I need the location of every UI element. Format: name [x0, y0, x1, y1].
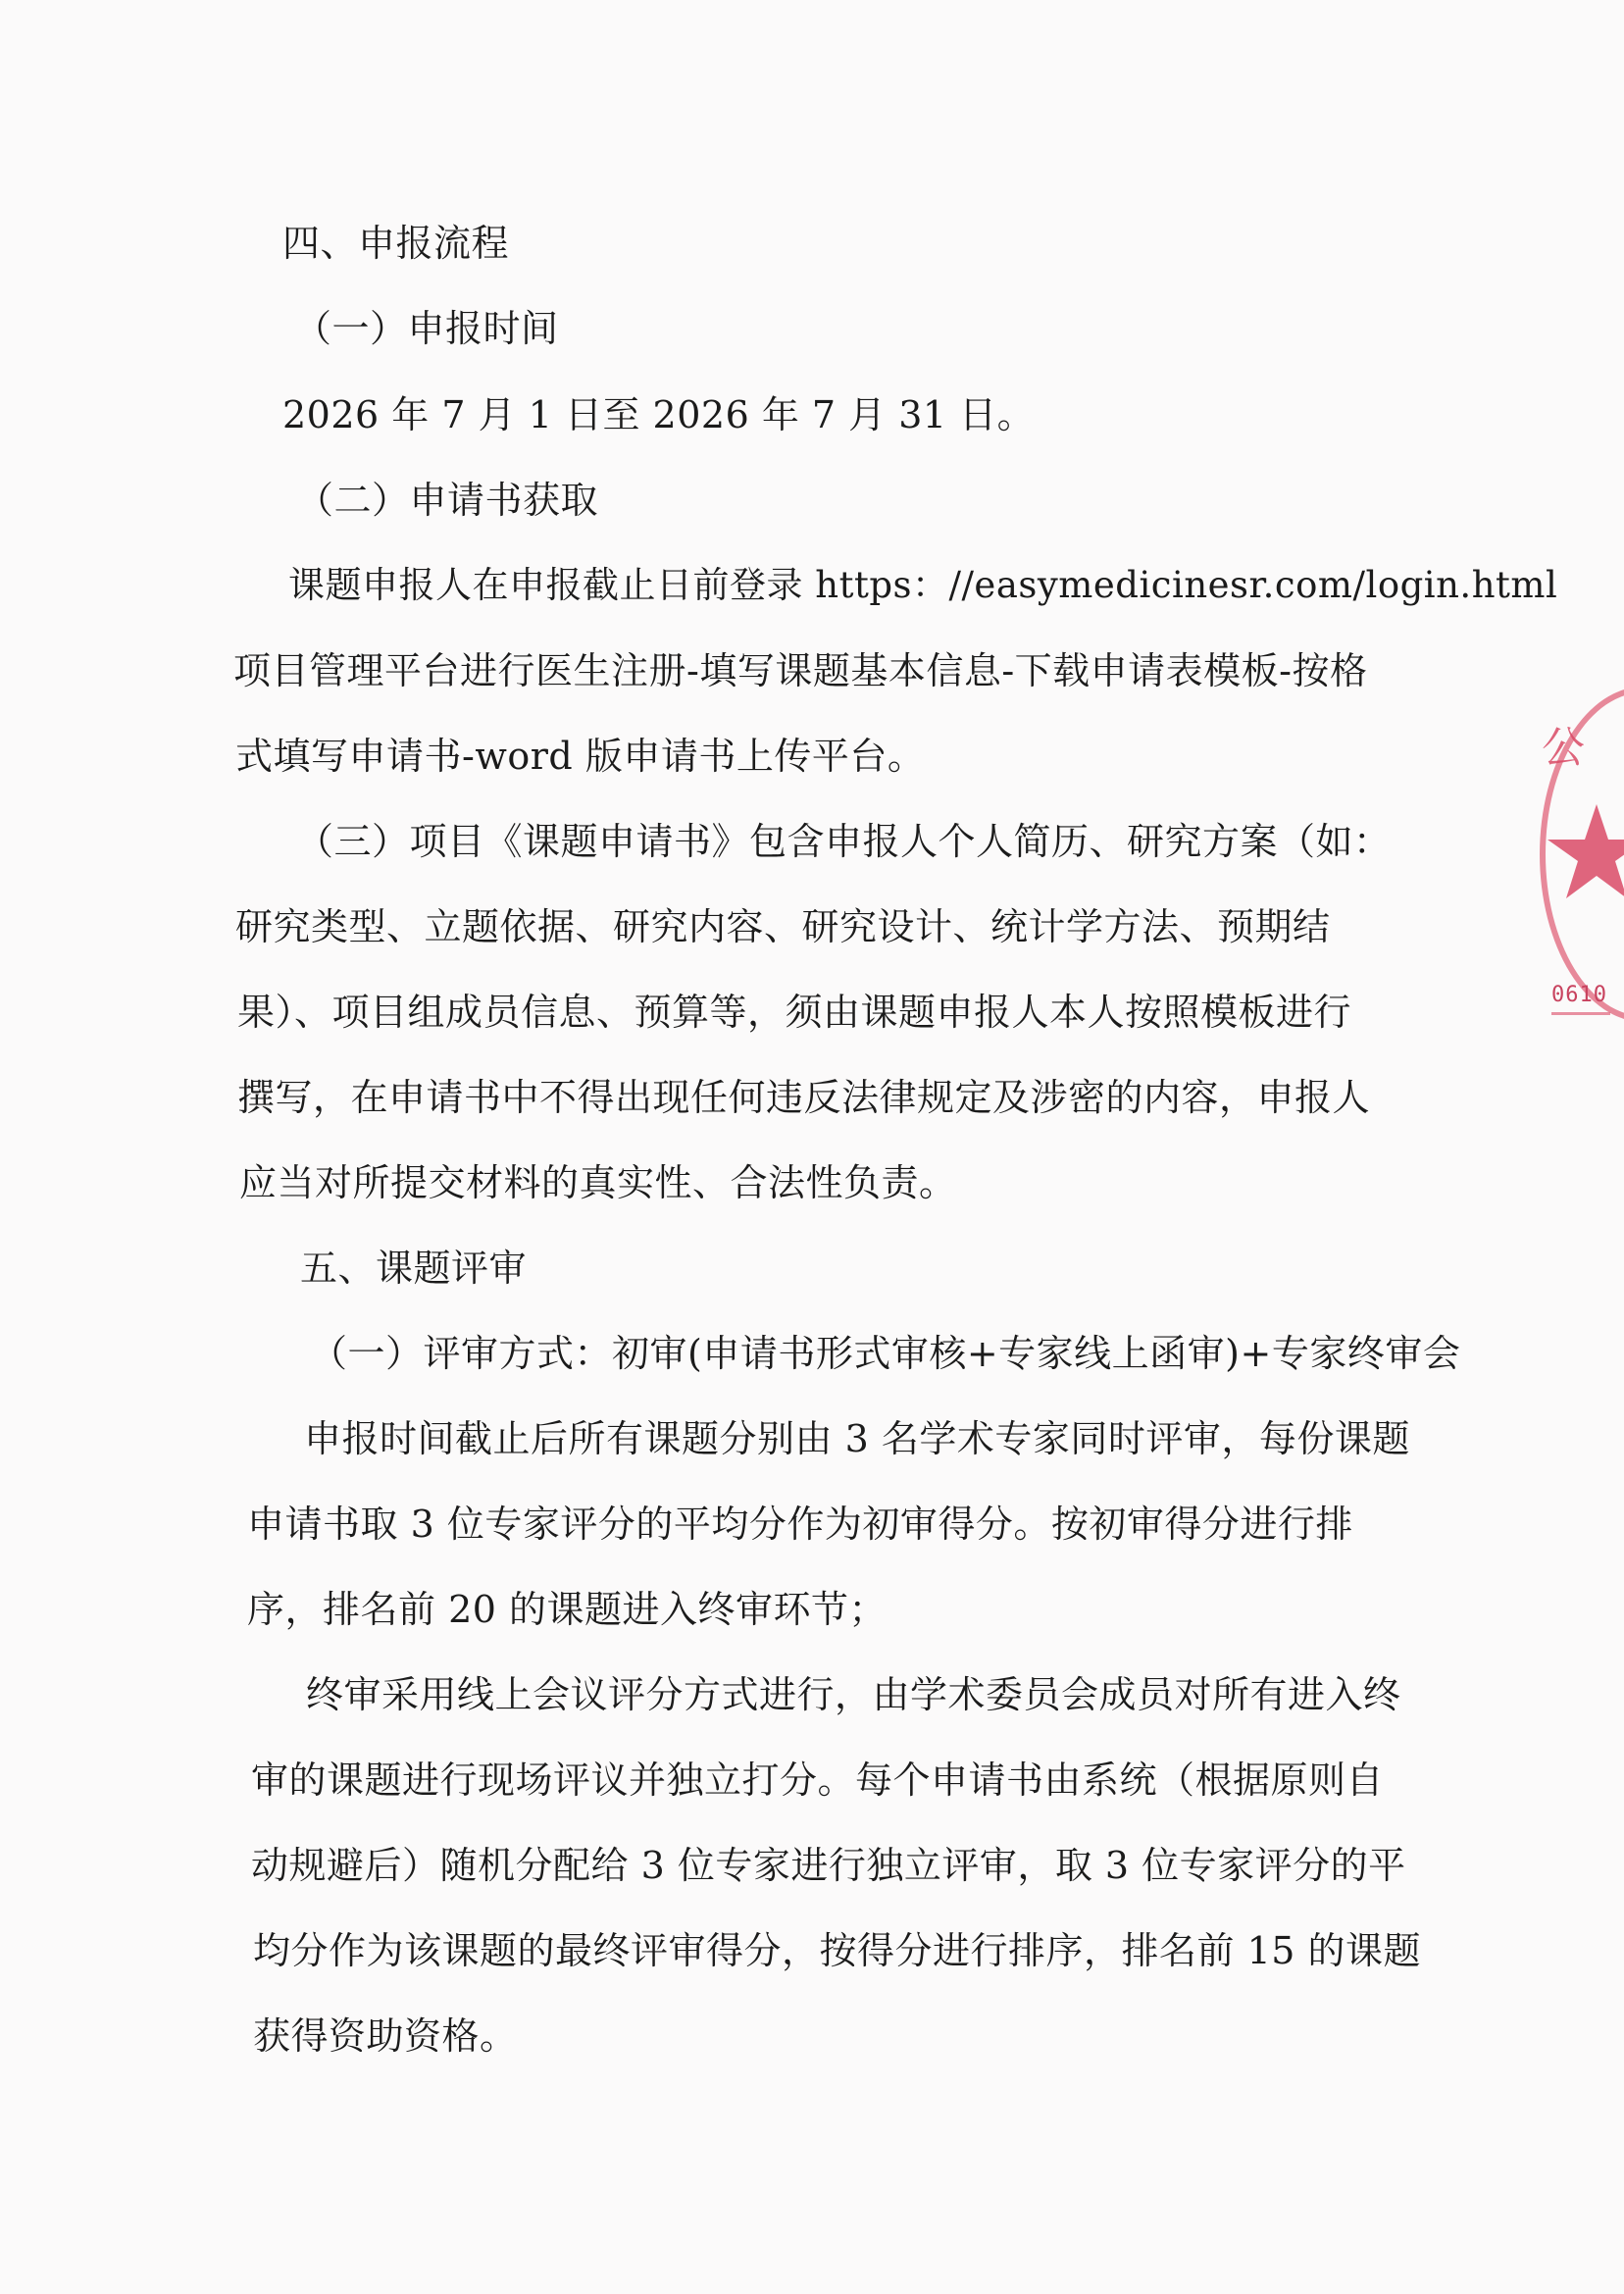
- section-heading-4: 四、申报流程: [282, 222, 510, 265]
- paragraph-line: 2026 年 7 月 1 日至 2026 年 7 月 31 日。: [282, 393, 1036, 436]
- paragraph-line: 课题申报人在申报截止日前登录 https：//easymedicinesr.com/login.html: [288, 564, 1558, 606]
- paragraph-line: 撰写，在申请书中不得出现任何违反法律规定及涉密的内容，申报人: [237, 1076, 1371, 1119]
- section-heading-5: 五、课题评审: [300, 1247, 528, 1290]
- paragraph-line: 终审采用线上会议评分方式进行，由学术委员会成员对所有进入终: [306, 1673, 1401, 1716]
- paragraph-line: （三）项目《课题申请书》包含申报人个人简历、研究方案（如：: [296, 820, 1392, 863]
- paragraph-line: 申报时间截止后所有课题分别由 3 名学术专家同时评审，每份课题: [304, 1417, 1410, 1460]
- paragraph-line: 获得资助资格。: [253, 2014, 518, 2058]
- seal-code: 0610: [1551, 983, 1607, 1007]
- paragraph-line: 审的课题进行现场评议并独立打分。每个申请书由系统（根据原则自: [251, 1759, 1385, 1802]
- subheading-form-access: （二）申请书获取: [296, 479, 599, 522]
- subheading-apply-time: （一）申报时间: [294, 307, 559, 350]
- paragraph-line: 果）、项目组成员信息、预算等，须由课题申报人本人按照模板进行: [237, 991, 1352, 1034]
- paragraph-line: 动规避后）随机分配给 3 位专家进行独立评审，取 3 位专家评分的平: [251, 1844, 1406, 1887]
- paragraph-line: 申请书取 3 位专家评分的平均分作为初审得分。按初审得分进行排: [247, 1503, 1353, 1546]
- paragraph-line: 应当对所提交材料的真实性、合法性负责。: [239, 1161, 957, 1204]
- paragraph-line: 项目管理平台进行医生注册-填写课题基本信息-下载申请表模板-按格: [233, 649, 1368, 692]
- seal-character: 公: [1542, 723, 1585, 773]
- paragraph-line: 均分作为该课题的最终评审得分，按得分进行排序，排名前 15 的课题: [253, 1929, 1422, 1972]
- paragraph-line: 式填写申请书-word 版申请书上传平台。: [235, 735, 926, 778]
- star-icon: [1548, 802, 1624, 900]
- official-seal: [1530, 687, 1624, 1040]
- paragraph-line: 序，排名前 20 的课题进入终审环节；: [247, 1588, 888, 1631]
- paragraph-line: 研究类型、立题依据、研究内容、研究设计、统计学方法、预期结: [235, 905, 1331, 948]
- subheading-review-method: （一）评审方式：初审(申请书形式审核+专家线上函审)+专家终审会: [310, 1332, 1461, 1375]
- seal-code-underline: [1551, 1012, 1610, 1015]
